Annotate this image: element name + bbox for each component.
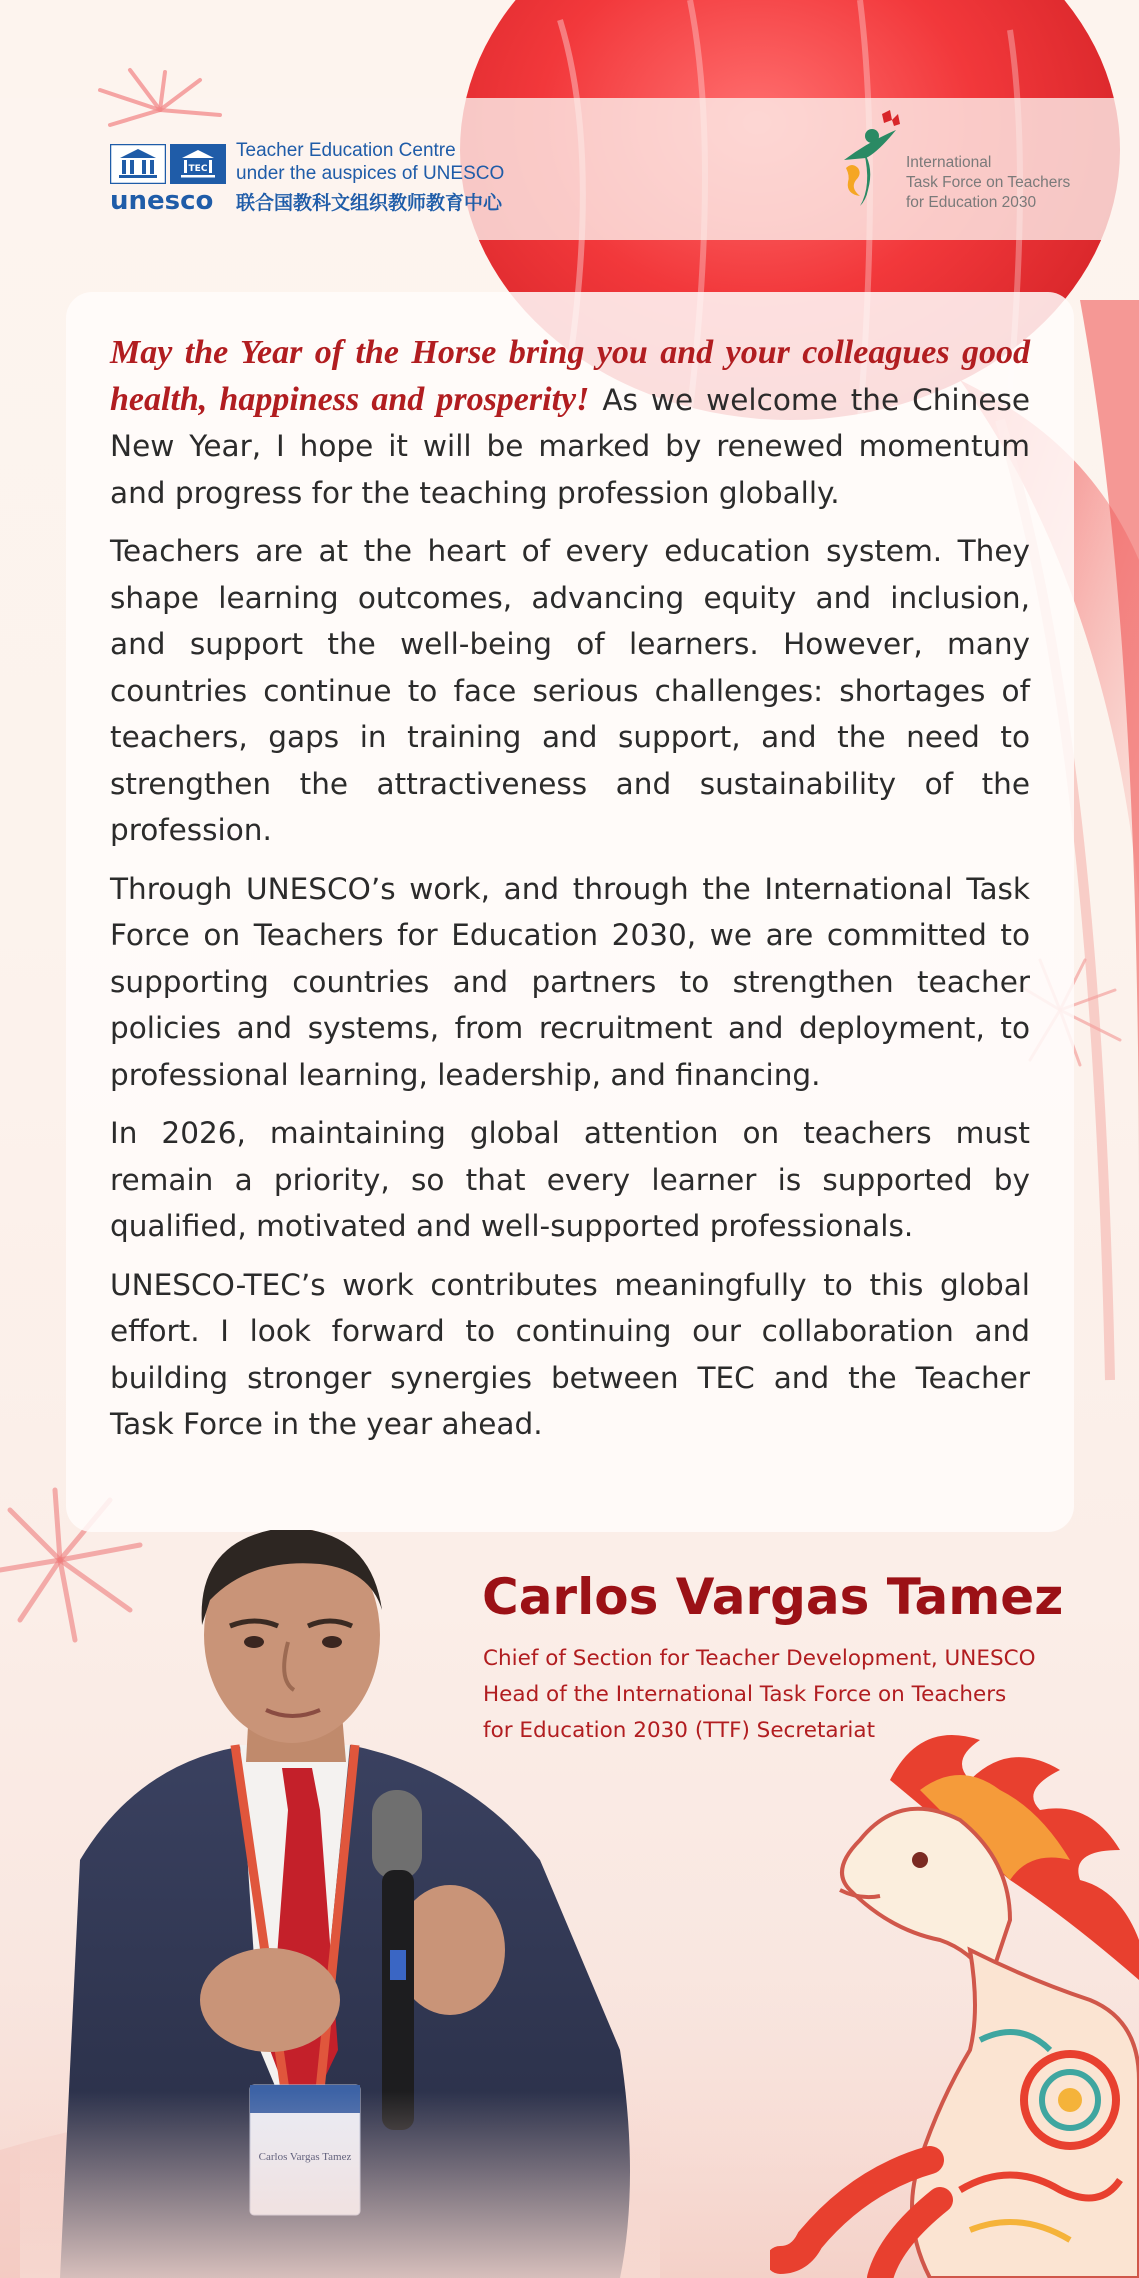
speaker-photo <box>20 1530 660 2278</box>
new-year-wish: May the Year of the Horse bring you and your colleagues good health, happiness and prosperity! <box>110 334 1030 418</box>
unesco-tec-logo <box>108 138 528 218</box>
unesco-wordmark: unesco <box>110 186 214 216</box>
message-paragraph-1 <box>110 330 1030 516</box>
tec-name-line1: Teacher Education Centre <box>236 140 456 161</box>
signatory-title-line1: Chief of Section for Teacher Development, UNESCO <box>483 1646 1036 1671</box>
signatory-title-line3: for Education 2030 (TTF) Secretariat <box>483 1718 875 1743</box>
person-with-book-icon <box>838 108 904 218</box>
horse-illustration <box>770 1720 1139 2278</box>
signatory-title-line2: Head of the International Task Force on Teachers <box>483 1682 1007 1707</box>
ttf-logo <box>838 108 1078 218</box>
tec-name-line2: under the auspices of UNESCO <box>236 163 505 184</box>
message-paragraph-5: UNESCO-TEC’s work contributes meaningfully to this global effort. I look forward to continuing our collaboration and building stronger synergies between TEC and the Teacher Task Force in the year ahead. <box>110 1267 1030 1441</box>
message-paragraph-1-text: As we welcome the Chinese New Year, I hope it will be marked by renewed momentum and progress for the teaching profession globally. <box>110 382 1030 510</box>
message-paragraph-4: In 2026, maintaining global attention on teachers must remain a priority, so that every learner is supported by qualified, motivated and well-supported professionals. <box>110 1116 1030 1243</box>
unesco-temple-icon <box>110 144 166 184</box>
ttf-name-line1: International <box>906 154 992 171</box>
svg-text:TEC: TEC <box>188 164 208 174</box>
signatory-name: Carlos Vargas Tamez <box>482 1568 1064 1626</box>
message-body <box>110 330 1030 1460</box>
message-paragraph-2: Teachers are at the heart of every education system. They shape learning outcomes, advancing equity and inclusion, and support the well-being of learners. However, many countries continue to face serious challenges: shortages of teachers, gaps in training and support, and the need to strengthen the attractiveness and sustainability of the profession. <box>110 534 1030 847</box>
header <box>0 0 1139 260</box>
ttf-name-line2: Task Force on Teachers <box>906 174 1071 191</box>
tec-temple-icon <box>170 144 226 184</box>
tec-name-chinese: 联合国教科文组织教师教育中心 <box>236 192 503 214</box>
ttf-name-line3: for Education 2030 <box>906 194 1037 211</box>
message-paragraph-3: Through UNESCO’s work, and through the International Task Force on Teachers for Education 2030, we are committed to supporting countries and partners to strengthen teacher policies and systems, from recruitment and deployment, to professional learning, leadership, and financing. <box>110 871 1030 1092</box>
